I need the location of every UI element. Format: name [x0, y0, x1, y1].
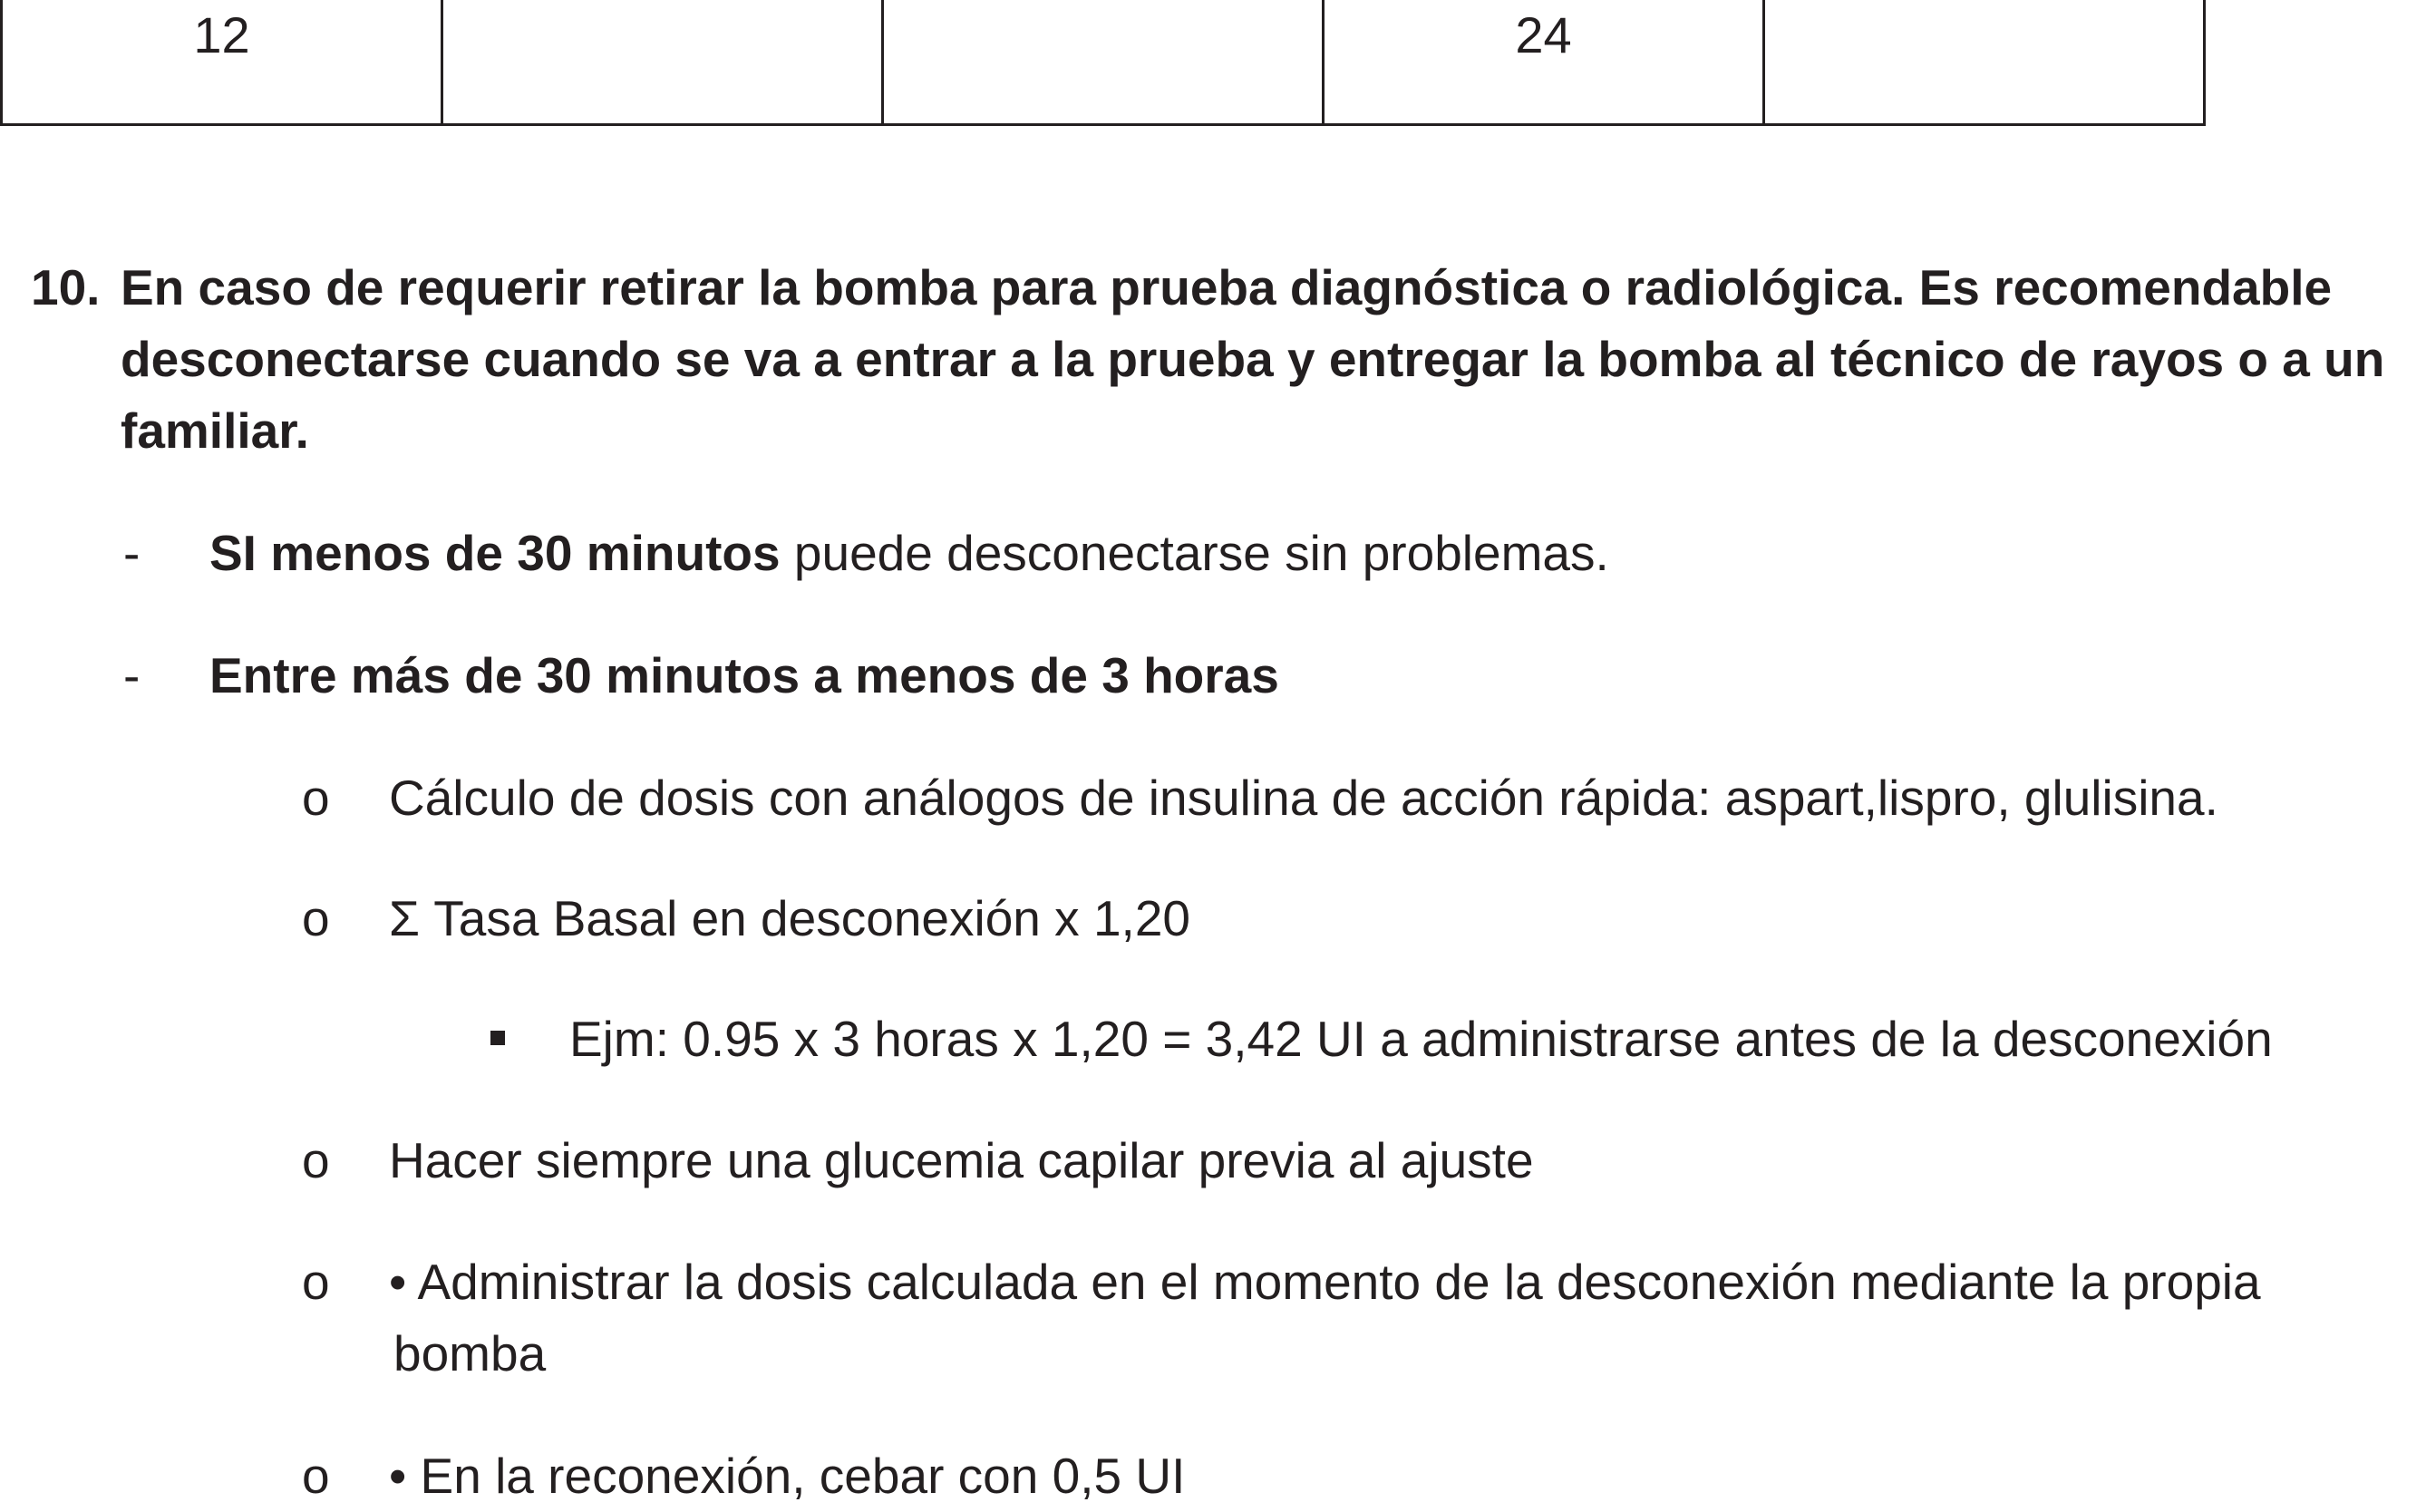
table-cell: 12	[2, 0, 442, 125]
dash-marker: -	[123, 647, 141, 703]
circle-marker: o	[302, 1448, 330, 1504]
list-item-bold: Entre más de 30 minutos a menos de 3 horas	[209, 647, 1279, 703]
dash-marker: -	[123, 525, 141, 581]
list-item-text: • Administrar la dosis calculada en el momento de la desconexión mediante la propia	[389, 1254, 2261, 1310]
list-item-text: Σ Tasa Basal en desconexión x 1,20	[389, 890, 1191, 946]
item-number: 10.	[31, 259, 101, 315]
list-item-text: puede desconectarse sin problemas.	[780, 525, 1609, 581]
square-bullet-icon	[490, 1031, 505, 1045]
table-row	[2, 0, 2205, 125]
circle-marker: o	[302, 890, 330, 946]
item-text-line-2: desconectarse cuando se va a entrar a la prueba y entregar la bomba al técnico de rayos o a un	[121, 331, 2385, 387]
list-item-text: Cálculo de dosis con análogos de insulina de acción rápida: aspart,lispro, glulisina.	[389, 770, 2218, 826]
circle-marker: o	[302, 770, 330, 826]
list-item-text: Hacer siempre una glucemia capilar previa al ajuste	[389, 1132, 1534, 1188]
table-cell	[442, 0, 883, 125]
table-cell: 24	[1324, 0, 1764, 125]
list-item-text: • En la reconexión, cebar con 0,5 UI	[389, 1448, 1186, 1504]
table-cell	[883, 0, 1324, 125]
list-item	[209, 517, 1609, 589]
item-text-line-3: familiar.	[121, 402, 309, 459]
example-text: Ejm: 0.95 x 3 horas x 1,20 = 3,42 UI a administrarse antes de la desconexión	[569, 1011, 2273, 1067]
list-item-bold: SI menos de 30 minutos	[209, 525, 781, 581]
table-cell	[1764, 0, 2205, 125]
list-item-continuation: bomba	[393, 1325, 547, 1381]
circle-marker: o	[302, 1254, 330, 1310]
item-text-line-1: En caso de requerir retirar la bomba para prueba diagnóstica o radiológica. Es recomendable	[121, 259, 2333, 315]
dose-table-fragment	[0, 0, 2206, 126]
circle-marker: o	[302, 1132, 330, 1188]
